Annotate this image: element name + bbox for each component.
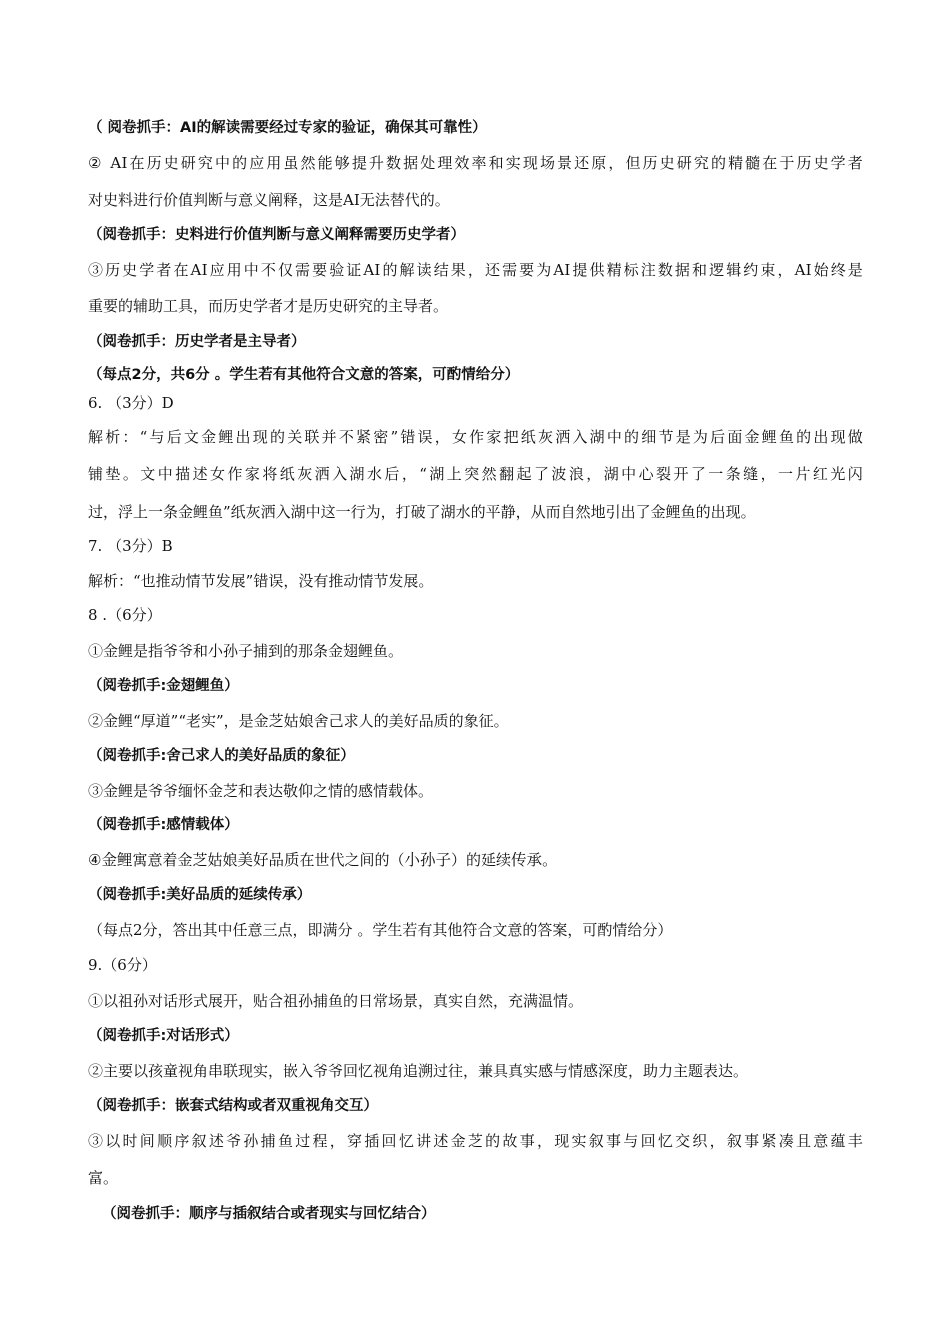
question-6-answer: 6. （3分）D	[88, 394, 174, 412]
question-9-heading: 9.（6分）	[88, 956, 157, 974]
grading-key-historian-leader: （阅卷抓手：历史学者是主导者）	[88, 334, 306, 350]
question-6-analysis-line-3: 过，浮上一条金鲤鱼”纸灰洒入湖中这一行为，打破了湖水的平静，从而自然地引出了金鲤鱼的出现。	[88, 503, 756, 521]
question-9-point-2: ②主要以孩童视角串联现实，嵌入爷爷回忆视角追溯过往，兼具真实感与情感深度，助力主题表达。	[88, 1062, 749, 1080]
scoring-note-q8: （每点2分，答出其中任意三点，即满分 。学生若有其他符合文意的答案，可酌情给分）	[88, 921, 673, 939]
question-8-point-2: ②金鲤“厚道”“老实”，是金芝姑娘舍己求人的美好品质的象征。	[88, 712, 509, 730]
question-8-heading: 8 .（6分）	[88, 606, 162, 624]
question-9-point-1: ①以祖孙对话形式展开，贴合祖孙捕鱼的日常场景，真实自然，充满温情。	[88, 992, 584, 1010]
point-4-text-b: 在世代之间的（	[299, 851, 405, 869]
point-4-keyword-inherit: 传承	[511, 851, 543, 869]
question-7-answer: 7. （3分）B	[88, 537, 173, 555]
point-4-text-d: 。	[542, 851, 558, 869]
answer-point-2-line-2: 对史料进行价值判断与意义阐释，这是AI无法替代的。	[88, 191, 450, 209]
question-8-point-4	[88, 850, 863, 870]
answer-point-3-line-1: ③历史学者在AI应用中不仅需要验证AI的解读结果，还需要为AI提供精标注数据和逻辑约束，AI始终是	[88, 261, 863, 279]
grading-key-symbol: （阅卷抓手:舍己求人的美好品质的象征）	[88, 748, 355, 764]
grading-key-emotion-carrier: （阅卷抓手:感情载体）	[88, 817, 239, 833]
question-6-analysis-line-2: 铺垫。文中描述女作家将纸灰洒入湖水后，“湖上突然翻起了波浪，湖中心裂开了一条缝，一片红光闪	[88, 465, 863, 483]
grading-key-inheritance: （阅卷抓手:美好品质的延续传承）	[88, 887, 312, 903]
grading-key-sequence-flashback: （阅卷抓手：顺序与插叙结合或者现实与回忆结合）	[102, 1206, 436, 1222]
point-4-keyword-grandson: 小孙子	[404, 851, 452, 869]
answer-point-2-line-1: ② AI在历史研究中的应用虽然能够提升数据处理效率和实现场景还原，但历史研究的精髓在于历史学者	[88, 154, 863, 172]
point-4-text-c: ）的延续	[451, 851, 512, 869]
grading-key-dialogue: （阅卷抓手:对话形式）	[88, 1028, 239, 1044]
question-9-point-3-line-1: ③以时间顺序叙述爷孙捕鱼过程，穿插回忆讲述金芝的故事，现实叙事与回忆交织，叙事紧凑且意蕴丰	[88, 1132, 863, 1150]
scoring-note-q5: （每点2分，共6分 。学生若有其他符合文意的答案，可酌情给分）	[88, 367, 520, 383]
question-7-analysis: 解析：“也推动情节发展”错误，没有推动情节发展。	[88, 572, 434, 590]
grading-key-historian-judgment: （阅卷抓手：史料进行价值判断与意义阐释需要历史学者）	[88, 227, 465, 243]
grading-key-ai-verification: （ 阅卷抓手：AI的解读需要经过专家的验证，确保其可靠性）	[88, 120, 487, 136]
grading-key-nested-structure: （阅卷抓手：嵌套式结构或者双重视角交互）	[88, 1098, 378, 1114]
answer-point-3-line-2: 重要的辅助工具，而历史学者才是历史研究的主导者。	[88, 297, 449, 315]
point-4-keyword-carp: 金鲤	[101, 851, 133, 869]
point-4-text-a: 寓意着金芝姑娘	[132, 851, 238, 869]
question-9-point-3-line-2: 富。	[88, 1169, 119, 1187]
question-6-analysis-line-1: 解析：“与后文金鲤出现的关联并不紧密”错误，女作家把纸灰洒入湖中的细节是为后面金鲤鱼的出现做	[88, 428, 863, 446]
grading-key-golden-carp: （阅卷抓手:金翅鲤鱼）	[88, 678, 239, 694]
question-8-point-1: ①金鲤是指爷爷和小孙子捕到的那条金翅鲤鱼。	[88, 642, 404, 660]
point-4-keyword-quality: 美好品质	[237, 851, 300, 869]
question-8-point-3: ③金鲤是爷爷缅怀金芝和表达敬仰之情的感情载体。	[88, 782, 434, 800]
point-4-marker: ④	[88, 851, 102, 869]
